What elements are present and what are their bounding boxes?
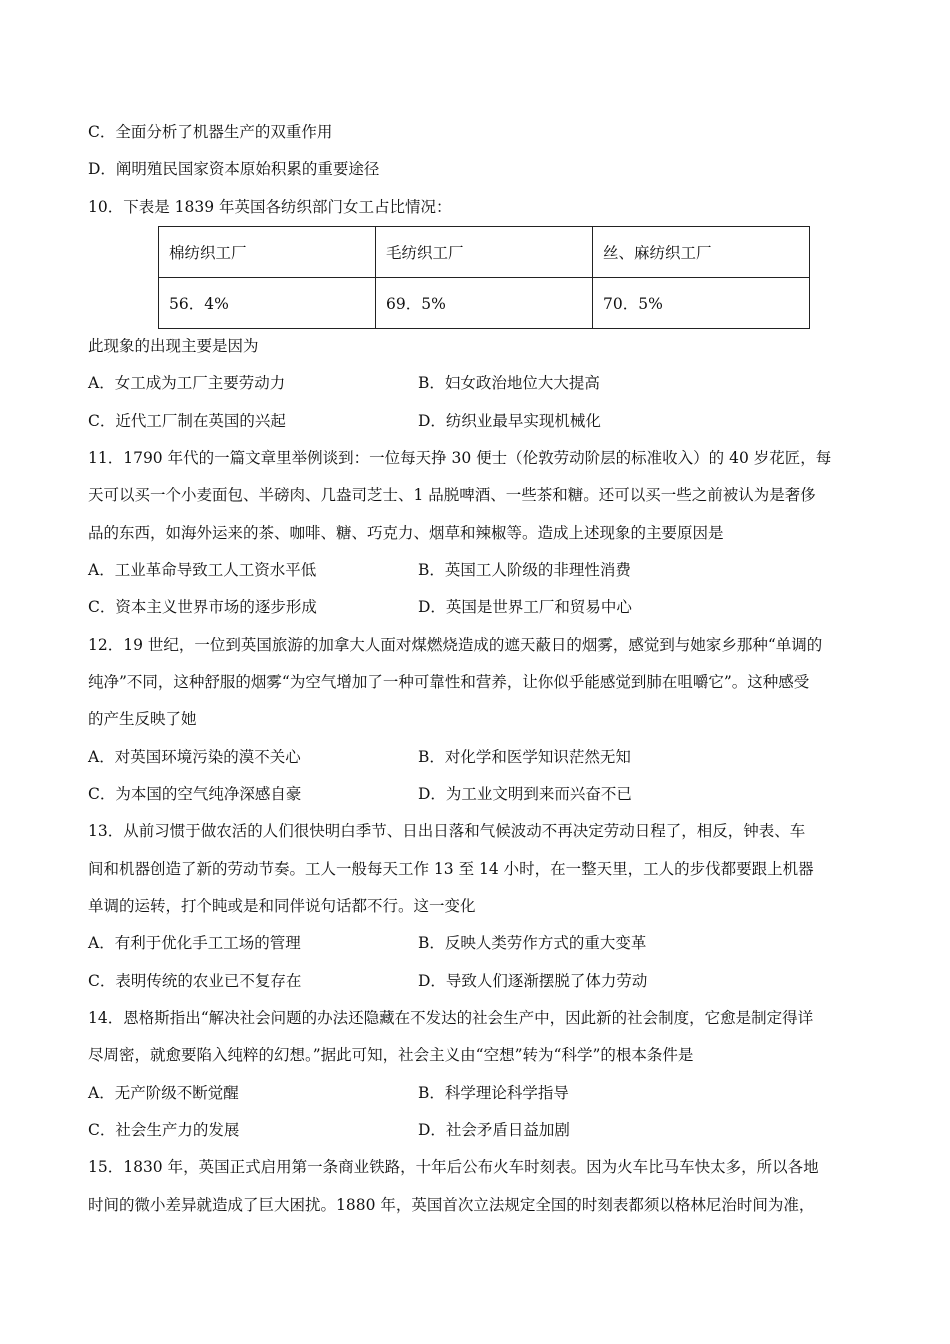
table-header-cell: 丝、麻纺织工厂 — [593, 227, 810, 278]
q11-stem: 品的东西，如海外运来的茶、咖啡、糖、巧克力、烟草和辣椒等。造成上述现象的主要原因是 — [88, 524, 724, 542]
q11-option-c: C．资本主义世界市场的逐步形成 — [88, 598, 317, 616]
q13-option-c: C．表明传统的农业已不复存在 — [88, 972, 302, 990]
q13-option-d: D．导致人们逐渐摆脱了体力劳动 — [418, 972, 648, 990]
q13-stem: 13．从前习惯于做农活的人们很快明白季节、日出日落和气候波动不再决定劳动日程了，相反，钟表、车 — [88, 822, 806, 840]
q14-option-c: C．社会生产力的发展 — [88, 1121, 240, 1139]
q12-stem: 的产生反映了她 — [88, 710, 197, 728]
q9-option-c: C．全面分析了机器生产的双重作用 — [88, 123, 333, 141]
q10-option-d: D．纺织业最早实现机械化 — [418, 412, 601, 430]
q9-option-d: D．阐明殖民国家资本原始积累的重要途径 — [88, 160, 380, 178]
q10-option-a: A．女工成为工厂主要劳动力 — [88, 374, 286, 392]
table-cell: 70．5% — [593, 278, 810, 329]
q14-stem: 尽周密，就愈要陷入纯粹的幻想。”据此可知，社会主义由“空想”转为“科学”的根本条件是 — [88, 1046, 694, 1064]
table-header-cell: 棉纺织工厂 — [159, 227, 376, 278]
q11-stem: 天可以买一个小麦面包、半磅肉、几盎司芝士、1 品脱啤酒、一些茶和糖。还可以买一些之前被认为是奢侈 — [88, 486, 816, 504]
q11-option-a: A．工业革命导致工人工资水平低 — [88, 561, 317, 579]
q10-option-b: B．妇女政治地位大大提高 — [418, 374, 600, 392]
q14-option-b: B．科学理论科学指导 — [418, 1084, 569, 1102]
q12-option-a: A．对英国环境污染的漠不关心 — [88, 748, 301, 766]
q14-stem: 14．恩格斯指出“解决社会问题的办法还隐藏在不发达的社会生产中，因此新的社会制度，它愈是制定得详 — [88, 1009, 814, 1027]
q11-stem: 11．1790 年代的一篇文章里举例谈到：一位每天挣 30 便士（伦敦劳动阶层的标准收入）的 40 岁花匠，每 — [88, 449, 832, 467]
q10-stem-cont: 此现象的出现主要是因为 — [88, 337, 259, 355]
table-row — [159, 278, 810, 329]
q12-stem: 纯净”不同，这种舒服的烟雾“为空气增加了一种可靠性和营养，让你似乎能感觉到肺在咀嚼它”。这种感受 — [88, 673, 810, 691]
q14-option-d: D．社会矛盾日益加剧 — [418, 1121, 570, 1139]
q10-option-c: C．近代工厂制在英国的兴起 — [88, 412, 286, 430]
q15-stem: 15．1830 年，英国正式启用第一条商业铁路，十年后公布火车时刻表。因为火车比马车快太多，所以各地 — [88, 1158, 819, 1176]
table-header-row — [159, 227, 810, 278]
q13-stem: 间和机器创造了新的劳动节奏。工人一般每天工作 13 至 14 小时，在一整天里，工人的步伐都要跟上机器 — [88, 860, 814, 878]
q15-stem: 时间的微小差异就造成了巨大困扰。1880 年，英国首次立法规定全国的时刻表都须以格林尼治时间为准， — [88, 1196, 815, 1214]
q13-option-a: A．有利于优化手工工场的管理 — [88, 934, 301, 952]
q10-data-table — [158, 226, 810, 329]
q13-stem: 单调的运转，打个盹或是和同伴说句话都不行。这一变化 — [88, 897, 476, 915]
table-header-cell: 毛纺织工厂 — [376, 227, 593, 278]
q11-option-b: B．英国工人阶级的非理性消费 — [418, 561, 631, 579]
q12-stem: 12．19 世纪，一位到英国旅游的加拿大人面对煤燃烧造成的遮天蔽日的烟雾，感觉到与她家乡那种“单调的 — [88, 636, 823, 654]
table-cell: 56．4% — [159, 278, 376, 329]
table-cell: 69．5% — [376, 278, 593, 329]
q12-option-d: D．为工业文明到来而兴奋不已 — [418, 785, 632, 803]
q14-option-a: A．无产阶级不断觉醒 — [88, 1084, 239, 1102]
q10-stem: 10．下表是 1839 年英国各纺织部门女工占比情况： — [88, 198, 452, 216]
q11-option-d: D．英国是世界工厂和贸易中心 — [418, 598, 632, 616]
q12-option-b: B．对化学和医学知识茫然无知 — [418, 748, 631, 766]
q12-option-c: C．为本国的空气纯净深感自豪 — [88, 785, 302, 803]
q13-option-b: B．反映人类劳作方式的重大变革 — [418, 934, 647, 952]
